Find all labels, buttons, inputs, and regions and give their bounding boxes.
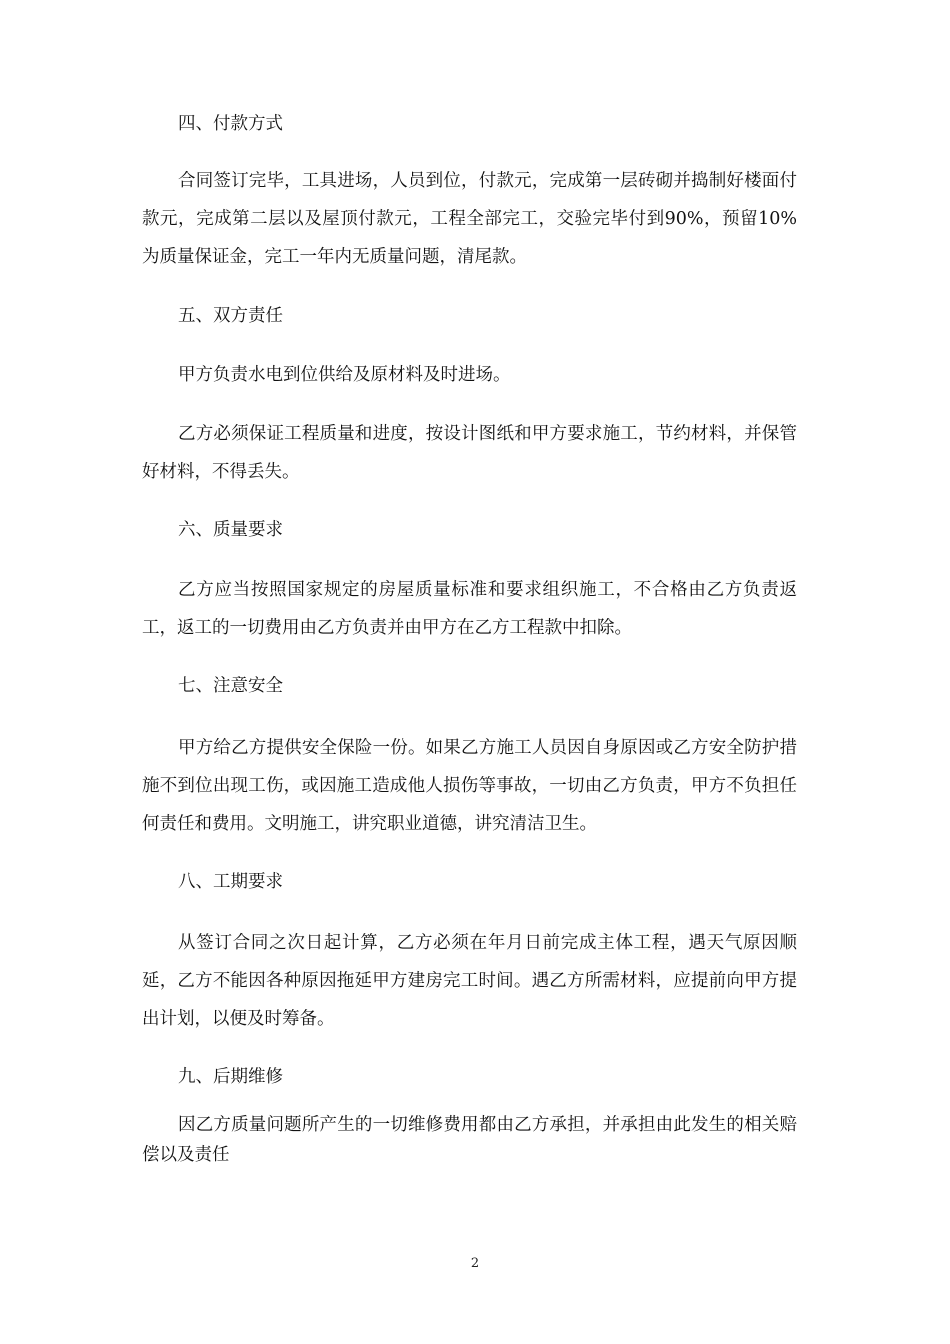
- section-8-paragraph: 从签订合同之次日起计算，乙方必须在年月日前完成主体工程，遇天气原因顺延，乙方不能因各种原因拖延甲方建房完工时间。遇乙方所需材料，应提前向甲方提出计划，以便及时筹备。: [142, 933, 797, 1029]
- section-4-paragraph: 合同签订完毕，工具进场，人员到位，付款元，完成第一层砖砌并捣制好楼面付款元，完成第二层以及屋顶付款元，工程全部完工，交验完毕付到90%，预留10%为质量保证金，完工一年内无质量问题，清尾款。: [142, 171, 797, 267]
- section-9-heading: 九、后期维修: [178, 1067, 283, 1087]
- section-6-heading: 六、质量要求: [178, 520, 283, 540]
- section-7-heading: 七、注意安全: [178, 676, 283, 696]
- section-7-paragraph: 甲方给乙方提供安全保险一份。如果乙方施工人员因自身原因或乙方安全防护措施不到位出现工伤，或因施工造成他人损伤等事故，一切由乙方负责，甲方不负担任何责任和费用。文明施工，讲究职业道德，讲究清洁卫生。: [142, 738, 797, 834]
- section-4-heading: 四、付款方式: [178, 114, 283, 134]
- section-5-paragraph-2: 乙方必须保证工程质量和进度，按设计图纸和甲方要求施工，节约材料，并保管好材料，不得丢失。: [142, 424, 797, 482]
- page-number: 2: [470, 1256, 480, 1271]
- section-6-paragraph: 乙方应当按照国家规定的房屋质量标准和要求组织施工，不合格由乙方负责返工，返工的一切费用由乙方负责并由甲方在乙方工程款中扣除。: [142, 580, 797, 638]
- section-5-paragraph-1: 甲方负责水电到位供给及原材料及时进场。: [178, 365, 511, 385]
- section-5-heading: 五、双方责任: [178, 306, 283, 326]
- section-8-heading: 八、工期要求: [178, 872, 283, 892]
- section-9-paragraph: 因乙方质量问题所产生的一切维修费用都由乙方承担，并承担由此发生的相关赔偿以及责任: [142, 1115, 797, 1165]
